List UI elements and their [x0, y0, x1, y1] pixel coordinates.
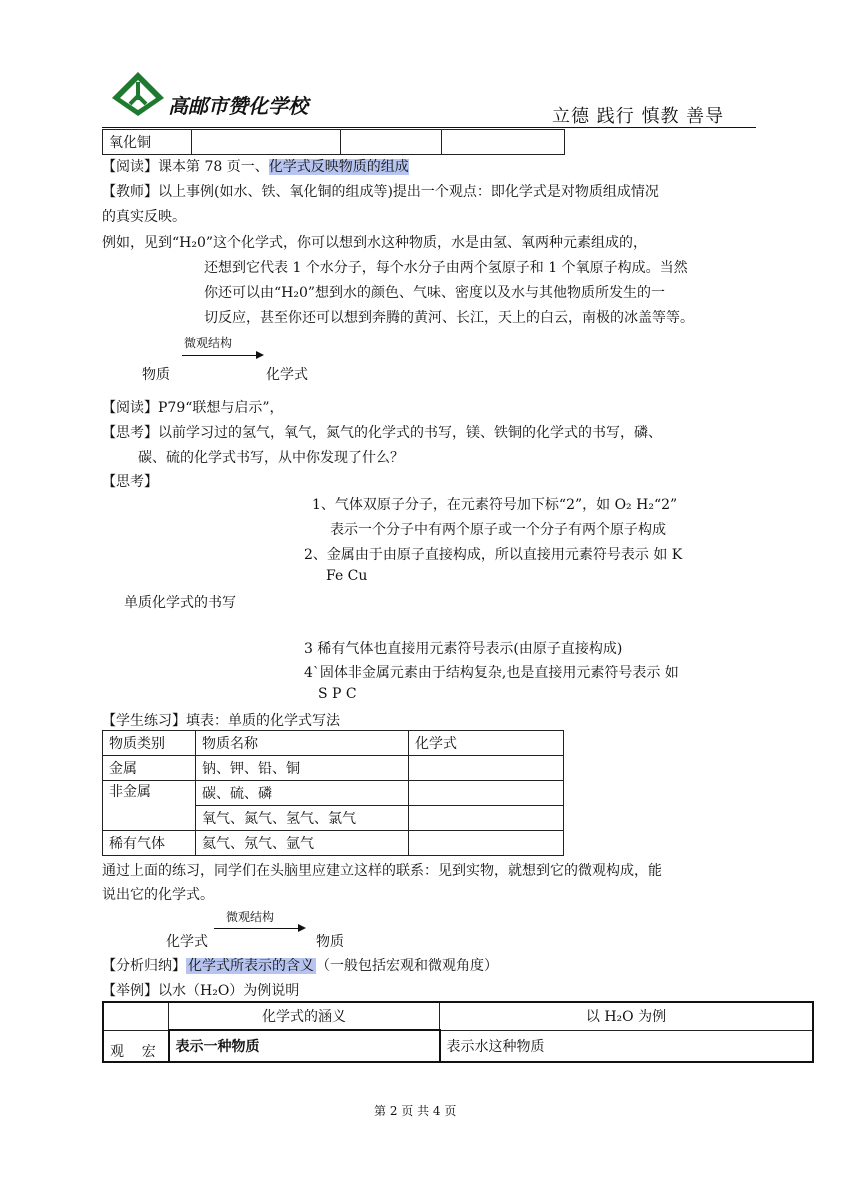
- example-line-1: 例如，见到“H₂0”这个化学式，你可以想到水这种物质，水是由氢、氧两种元素组成的，: [102, 235, 648, 251]
- diagram2-left: 化学式: [166, 934, 208, 950]
- think1-line-2: 碳、硫的化学式书写，从中你发现了什么？: [138, 450, 404, 466]
- analysis-line: 【分析归纳】 化学式所表示的含义 （一般包括宏观和微观角度）: [102, 958, 498, 974]
- table-row: 物质类别 物质名称 化学式: [103, 731, 564, 756]
- practice-line: 【学生练习】填表：单质的化学式写法: [102, 713, 340, 729]
- diagram1-right: 化学式: [266, 367, 308, 383]
- table-row: 非金属 碳、硫、磷: [103, 781, 564, 806]
- think1-line: 【思考】以前学习过的氢气，氧气，氮气的化学式的书写，镁、铁铜的化学式的书写，磷、: [102, 425, 662, 441]
- teacher-line-2: 的真实反映。: [102, 209, 186, 225]
- example2-line: 【举例】以水（H₂O）为例说明: [102, 983, 300, 999]
- diagram1-label: 微观结构: [184, 336, 233, 350]
- rule4b: S P C: [318, 686, 357, 702]
- rule1a: 1、气体双原子分子，在元素符号加下标“2”，如 O₂ H₂“2”: [312, 497, 678, 513]
- header-rule: [102, 127, 756, 128]
- think2-tag: 【思考】: [102, 474, 158, 490]
- after-line-1: 通过上面的练习，同学们在头脑里应建立这样的联系：见到实物，就想到它的微观构成，能: [102, 863, 662, 879]
- meaning-table: [102, 1001, 814, 1063]
- page-footer: 第 2 页 共 4 页: [374, 1104, 457, 1118]
- read2-line: 【阅读】P79“联想与启示”，: [102, 400, 284, 416]
- top-table: [102, 129, 565, 155]
- example-line-3: 你还可以由“H₂0”想到水的颜色、气味、密度以及水与其他物质所发生的一: [204, 285, 666, 301]
- teacher-line: 【教师】以上事例(如水、铁、氧化铜的组成等)提出一个观点：即化学式是对物质组成情况: [102, 184, 659, 200]
- rule2b: Fe Cu: [326, 568, 368, 584]
- school-name: 高邮市赞化学校: [168, 94, 308, 118]
- table-row: 氧气、氮气、氢气、氯气: [103, 806, 564, 831]
- table-row: 观 宏 表示一种物质 表示水这种物质: [103, 1030, 813, 1062]
- example-line-2: 还想到它代表 1 个水分子，每个水分子由两个氢原子和 1 个氧原子构成。当然: [204, 260, 688, 276]
- motto: 立德 践行 慎教 善导: [552, 106, 725, 127]
- school-logo: [108, 70, 168, 118]
- rule4a: 4`固体非金属元素由于结构复杂,也是直接用元素符号表示 如: [304, 665, 679, 681]
- diagram2-arrow: [214, 928, 304, 929]
- diagram1-left: 物质: [142, 367, 170, 383]
- table-row: 金属 钠、钾、铅、铜: [103, 756, 564, 781]
- diagram2-right: 物质: [316, 934, 344, 950]
- diagram1-arrow: [182, 355, 262, 356]
- rule1b: 表示一个分子中有两个原子或一个分子有两个原子构成: [330, 522, 666, 538]
- logo-icon: [108, 70, 168, 118]
- rule3: 3 稀有气体也直接用元素符号表示(由原子直接构成): [304, 641, 623, 657]
- read1-line: 【阅读】课本第 78 页一、化学式反映物质的组成: [102, 159, 409, 175]
- single-formula-title: 单质化学式的书写: [124, 595, 236, 611]
- top-table-cell: 氧化铜: [103, 130, 192, 155]
- diagram2-label: 微观结构: [226, 910, 275, 924]
- after-line-2: 说出它的化学式。: [102, 887, 214, 903]
- table-row: 化学式的涵义 以 H₂O 为例: [103, 1002, 813, 1030]
- practice-table: [102, 730, 564, 856]
- rule2a: 2、金属由于由原子直接构成，所以直接用元素符号表示 如 K: [304, 547, 683, 563]
- example-line-4: 切反应，甚至你还可以想到奔腾的黄河、长江，天上的白云，南极的冰盖等等。: [204, 310, 694, 326]
- table-row: 稀有气体 氦气、氖气、氩气: [103, 831, 564, 856]
